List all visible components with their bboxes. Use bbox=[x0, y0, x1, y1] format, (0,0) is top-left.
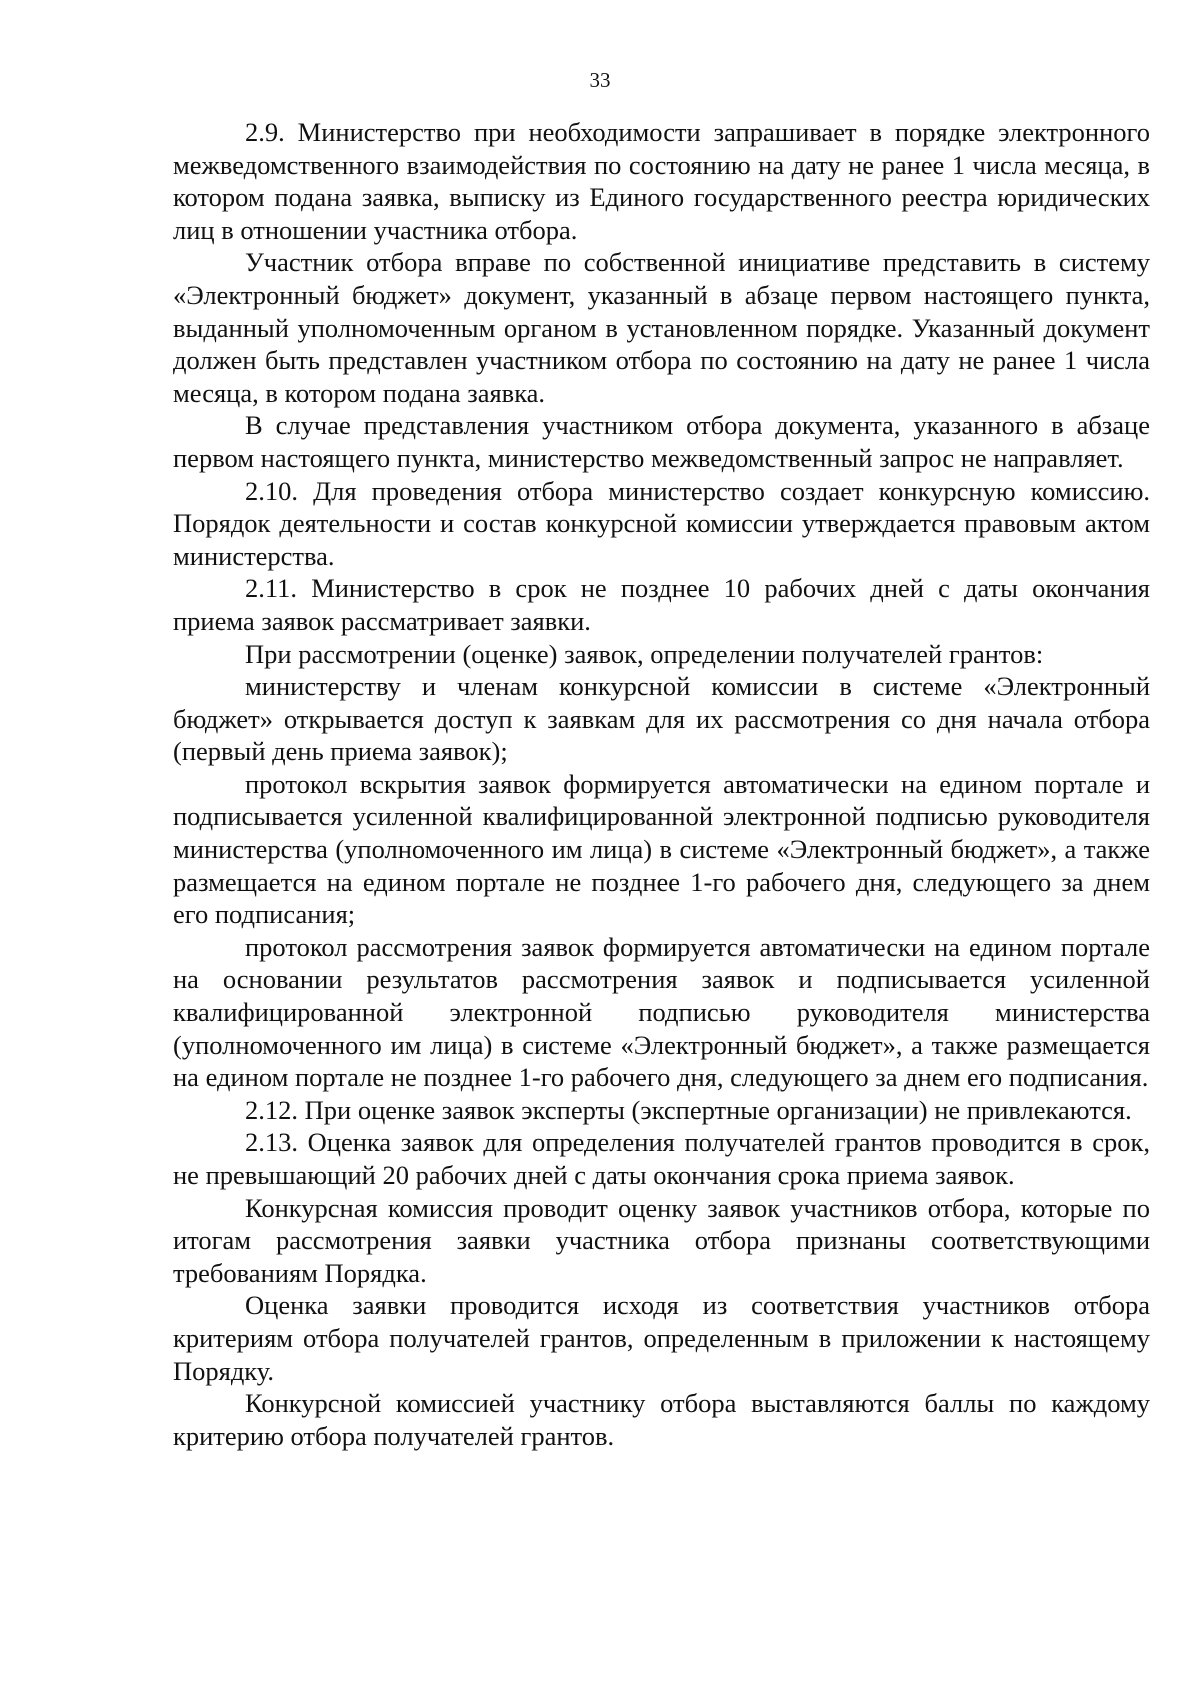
paragraph-commission-evaluation: Конкурсная комиссия проводит оценку заявок участников отбора, которые по итогам рассмотрения заявки участника отбора признаны соответствующими требованиям Порядка. bbox=[173, 1192, 1150, 1288]
paragraph-access: министерству и членам конкурсной комиссии в системе «Электронный бюджет» открывается доступ к заявкам для их рассмотрения со дня начала отбора (первый день приема заявок); bbox=[173, 671, 1150, 767]
paragraph-2-9: 2.9. Министерство при необходимости запрашивает в порядке электронного межведомственного взаимодействия по состоянию на дату не ранее 1 числа месяца, в котором подана заявка, выписку из Единого государственного реестра юридических лиц в отношении участника отбора. bbox=[173, 117, 1150, 245]
paragraph-no-request: В случае представления участником отбора документа, указанного в абзаце первом настоящего пункта, министерство межведомственный запрос не направляет. bbox=[173, 410, 1150, 473]
page-number: 33 bbox=[589, 68, 611, 92]
paragraph-2-13: 2.13. Оценка заявок для определения получателей грантов проводится в срок, не превышающий 20 рабочих дней с даты окончания срока приема заявок. bbox=[173, 1127, 1150, 1190]
paragraph-2-10: 2.10. Для проведения отбора министерство создает конкурсную комиссию. Порядок деятельности и состав конкурсной комиссии утверждается правовым актом министерства. bbox=[173, 475, 1150, 571]
paragraph-review-protocol: протокол рассмотрения заявок формируется автоматически на едином портале на основании результатов рассмотрения заявок и подписывается усиленной квалифицированной электронной подписью руководителя министерства (уполномоченного им лица) в системе «Электронный бюджет», а также размещается на едином портале не позднее 1-го рабочего дня, следующего за днем его подписания. bbox=[173, 931, 1150, 1093]
paragraph-2-11: 2.11. Министерство в срок не позднее 10 рабочих дней с даты окончания приема заявок рассматривает заявки. bbox=[173, 573, 1150, 636]
paragraph-opening-protocol: протокол вскрытия заявок формируется автоматически на едином портале и подписывается усиленной квалифицированной электронной подписью руководителя министерства (уполномоченного им лица) в системе «Электронный бюджет», а также размещается на едином портале не позднее 1-го рабочего дня, следующего за днем его подписания; bbox=[173, 768, 1150, 930]
paragraph-scoring: Конкурсной комиссией участнику отбора выставляются баллы по каждому критерию отбора получателей грантов. bbox=[173, 1388, 1150, 1451]
paragraph-review-intro: При рассмотрении (оценке) заявок, определении получателей грантов: bbox=[245, 638, 1044, 669]
document-body bbox=[173, 116, 1150, 1452]
paragraph-2-12: 2.12. При оценке заявок эксперты (экспертные организации) не привлекаются. bbox=[245, 1094, 1132, 1125]
paragraph-participant-right: Участник отбора вправе по собственной инициативе представить в систему «Электронный бюджет» документ, указанный в абзаце первом настоящего пункта, выданный уполномоченным органом в установленном порядке. Указанный документ должен быть представлен участником отбора по состоянию на дату не ранее 1 числа месяца, в котором подана заявка. bbox=[173, 247, 1150, 408]
paragraph-evaluation-criteria: Оценка заявки проводится исходя из соответствия участников отбора критериям отбора получателей грантов, определенным в приложении к настоящему Порядку. bbox=[173, 1290, 1150, 1386]
